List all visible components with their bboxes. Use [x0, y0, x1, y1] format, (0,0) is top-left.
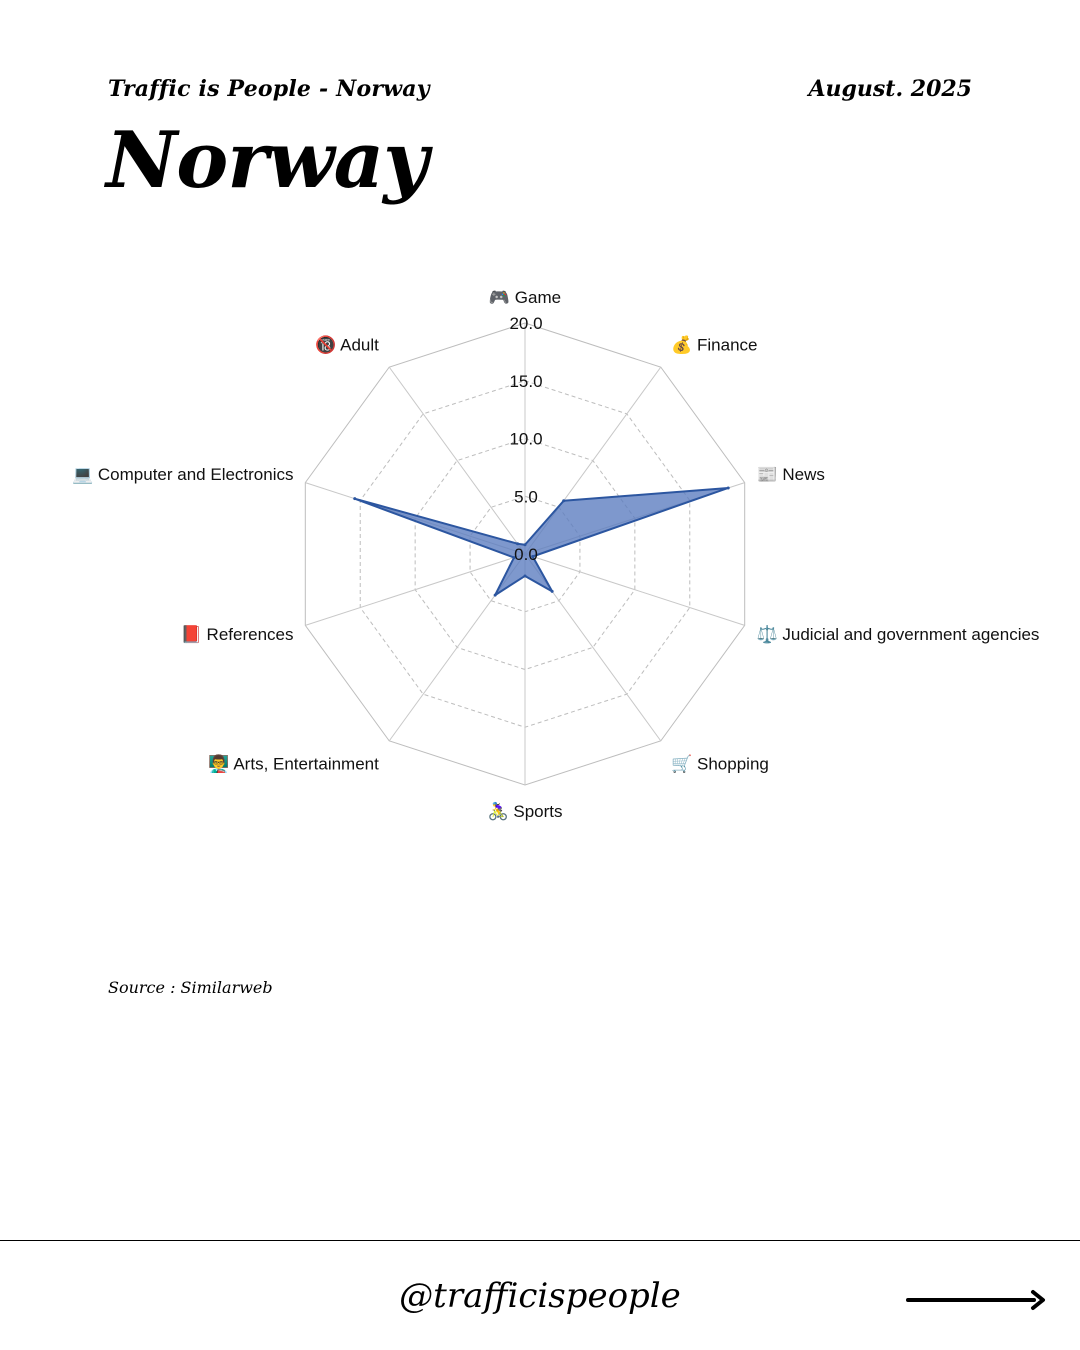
axis-label: 🎮 Game [488, 288, 562, 307]
data-point [562, 499, 565, 502]
axis-label: 💻 Computer and Electronics [72, 464, 294, 484]
radar-ticks [509, 314, 542, 564]
radial-tick-label: 10.0 [509, 429, 543, 449]
radial-tick-label: 0.0 [514, 545, 538, 564]
axis-label: 🛒 Shopping [671, 754, 769, 774]
page-title: Norway [106, 115, 428, 206]
series-area [355, 488, 728, 595]
radar-data [353, 486, 729, 596]
next-arrow-icon[interactable] [906, 1288, 1048, 1312]
axis-label: 🔞 Adult [315, 335, 379, 355]
axis-label: 💰 Finance [671, 335, 758, 355]
radial-tick-label: 15.0 [509, 371, 543, 391]
data-point [727, 486, 730, 489]
header-series-title: Traffic is People - Norway [108, 76, 430, 102]
axis-label: 📰 News [756, 464, 825, 484]
data-point [353, 497, 356, 500]
axis-label: 👨‍🏫 Arts, Entertainment [208, 754, 379, 774]
axis-label: 📕 References [180, 625, 294, 645]
data-point [524, 574, 527, 577]
axis-label: ⚖️ Judicial and government agencies [756, 625, 1040, 645]
radial-tick-label: 20.0 [509, 314, 543, 333]
footer-handle: @trafficispeople [399, 1276, 681, 1316]
radar-axis-labels [72, 288, 1039, 821]
data-point [551, 590, 554, 593]
footer-divider [0, 1240, 1080, 1241]
grid-spoke [305, 554, 525, 625]
data-point [494, 594, 497, 597]
source-note: Source : Similarweb [108, 978, 273, 997]
header-date: August. 2025 [808, 76, 972, 102]
radial-tick-label: 5.0 [514, 487, 538, 507]
axis-label: 🚴‍♀️ Sports [487, 802, 563, 821]
